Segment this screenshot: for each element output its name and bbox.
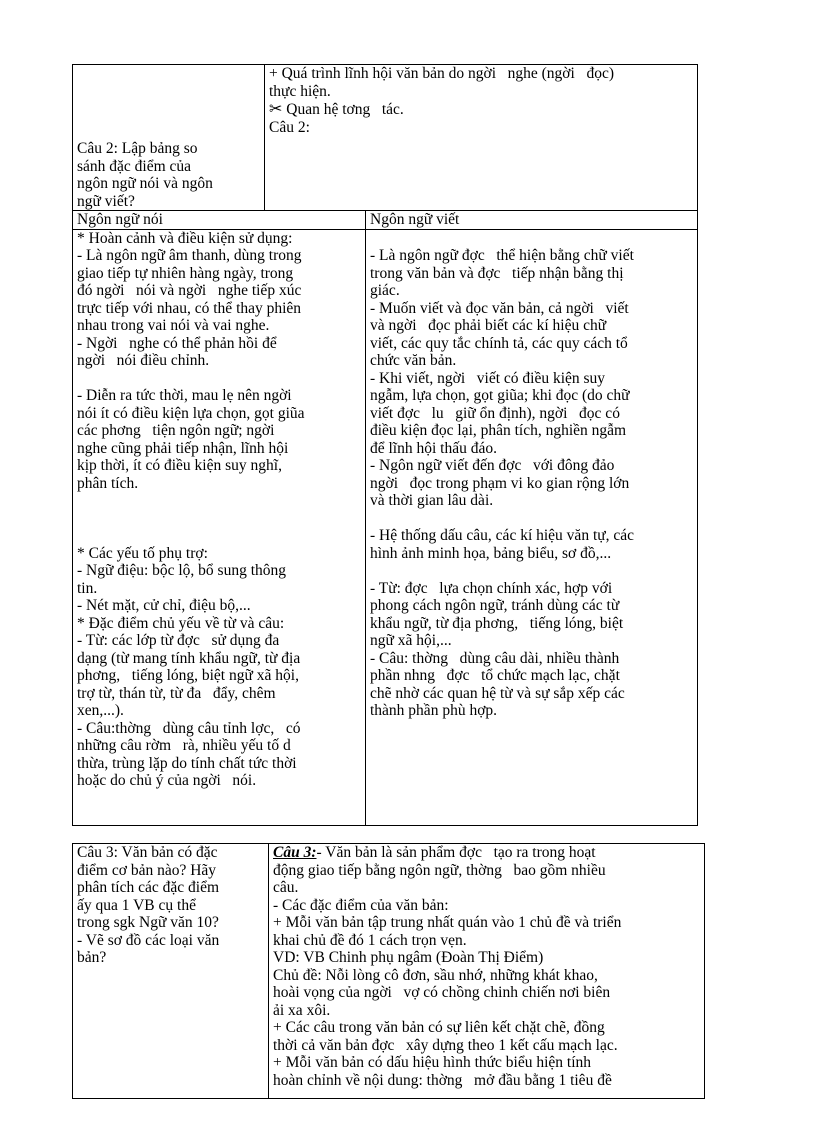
question-3-line: ấy qua 1 VB cụ thể — [77, 896, 196, 914]
spoken-language-line: phơng, tiếng lóng, biệt ngữ xã hội, — [77, 667, 299, 684]
answer-3-line: ải xa xôi. — [273, 1001, 331, 1019]
answer-3-line: + Mỗi văn bản có dấu hiệu hình thức biểu hiện tính — [273, 1054, 592, 1071]
spoken-language-line: tin. — [77, 579, 98, 597]
written-language-line — [370, 230, 693, 248]
spoken-language-header: Ngôn ngữ nói — [73, 211, 366, 230]
spoken-language-line — [77, 527, 361, 545]
written-language-column — [366, 229, 698, 825]
spoken-language-line: * Hoàn cảnh và điều kiện sử dụng: — [77, 229, 293, 247]
question-3-line: điểm cơ bản nào? Hãy — [77, 861, 217, 879]
written-language-line: khẩu ngữ, từ địa phơng, tiếng lóng, biệt — [370, 614, 624, 632]
answer-2-cell — [265, 65, 698, 211]
question-2-label-line: ngữ viết? — [77, 192, 135, 210]
spoken-language-line: trực tiếp với nhau, có thể thay phiên — [77, 299, 302, 317]
question-2-label-line: ngôn ngữ nói và ngôn — [77, 175, 213, 192]
spoken-language-text — [77, 230, 361, 790]
written-language-line: trong văn bản và đợc tiếp nhận bằng thị — [370, 264, 624, 282]
spoken-language-line: - Câu:thờng dùng câu tỉnh lợc, có — [77, 719, 301, 737]
spoken-language-line: - Là ngôn ngữ âm thanh, dùng trong — [77, 247, 302, 264]
column-header-row — [73, 211, 698, 230]
answer-3-first-text: - Văn bản là sản phẩm đợc tạo ra trong hoạt — [316, 844, 596, 861]
written-language-header: Ngôn ngữ viết — [366, 211, 698, 230]
answer-3-first-line — [273, 844, 700, 862]
written-language-line: chức văn bản. — [370, 352, 457, 369]
written-language-line: - Là ngôn ngữ đợc thể hiện bằng chữ viết — [370, 247, 634, 264]
question-3-cell — [73, 844, 269, 1099]
written-language-line: thành phần phù hợp. — [370, 702, 498, 719]
spoken-language-line: nghe cũng phải tiếp nhận, lĩnh hội — [77, 439, 289, 457]
spoken-language-line: các phơng tiện ngôn ngữ; ngời — [77, 422, 275, 439]
written-language-line: - Ngôn ngữ viết đến đợc với đông đảo — [370, 457, 615, 474]
question-3-line: - Vẽ sơ đồ các loại văn — [77, 931, 220, 949]
question-3-row — [73, 844, 705, 1099]
written-language-line: và ngời đọc phải biết các kí hiệu chữ — [370, 317, 607, 334]
answer-3-line: khai chủ đề đó 1 cách trọn vẹn. — [273, 931, 467, 949]
spoken-language-column — [73, 229, 366, 825]
question-3-line: Câu 3: Văn bản có đặc — [77, 844, 218, 861]
answer-3-line: + Mỗi văn bản tập trung nhất quán vào 1 chủ đề và triển — [273, 914, 622, 931]
spoken-language-line: ngời nói điều chỉnh. — [77, 352, 210, 369]
written-language-line: - Khi viết, ngời viết có điều kiện suy — [370, 369, 606, 387]
spoken-language-line — [77, 510, 361, 528]
comparison-body-row — [73, 229, 698, 825]
spoken-language-line: xen,...). — [77, 702, 124, 719]
answer-3-line: - Các đặc điểm của văn bản: — [273, 896, 449, 914]
answer-3-line: hoàn chỉnh về nội dung: thờng mở đầu bằng 1 tiêu đề — [273, 1071, 612, 1089]
interaction-line — [269, 100, 693, 119]
spoken-language-line: - Nét mặt, cử chỉ, điệu bộ,... — [77, 597, 251, 614]
spoken-language-line: giao tiếp tự nhiên hàng ngày, trong — [77, 264, 294, 282]
question-3-line: phân tích các đặc điểm — [77, 879, 220, 896]
written-language-line: - Từ: đợc lựa chọn chính xác, hợp với — [370, 579, 613, 597]
scissors-icon: ✂ — [269, 99, 283, 118]
written-language-line — [370, 510, 693, 528]
spoken-language-line: những câu rờm rà, nhiều yếu tố d — [77, 737, 291, 754]
question-2-label — [77, 140, 260, 210]
written-language-line: hình ảnh minh họa, bảng biểu, sơ đồ,... — [370, 544, 612, 562]
answer-3-line: hoài vọng của ngời vợ có chồng chinh chiến nơi biên — [273, 984, 611, 1001]
spoken-language-line: thừa, trùng lặp do tính chất tức thời — [77, 754, 297, 772]
spoken-language-line: đó ngời nói và ngời nghe tiếp xúc — [77, 282, 302, 299]
written-language-line: giác. — [370, 282, 400, 299]
spoken-language-line: - Ngữ điệu: bộc lộ, bổ sung thông — [77, 562, 287, 579]
question-2-row — [73, 65, 698, 211]
answer-3-line: câu. — [273, 879, 299, 896]
spoken-language-line: - Diễn ra tức thời, mau lẹ nên ngời — [77, 387, 292, 404]
written-language-line: ngữ xã hội,... — [370, 632, 452, 649]
written-language-line: - Câu: thờng dùng câu dài, nhiều thành — [370, 649, 620, 667]
written-language-line — [370, 562, 693, 580]
spoken-language-line — [77, 370, 361, 388]
written-language-line: phần nhng đợc tổ chức mạch lạc, chặt — [370, 667, 620, 684]
answer-3-cell — [269, 844, 705, 1099]
written-language-text — [370, 230, 693, 720]
answer-3-line: động giao tiếp bằng ngôn ngữ, thờng bao gồm nhiều — [273, 861, 606, 879]
spoken-language-line: * Đặc điểm chủ yếu về từ và câu: — [77, 614, 285, 632]
answer-3-text — [273, 862, 700, 1090]
spoken-language-line: - Từ: các lớp từ đợc sử dụng đa — [77, 632, 280, 649]
spoken-language-line: trợ từ, thán từ, từ đa đẩy, chêm — [77, 684, 276, 702]
written-language-line: để lĩnh hội thấu đáo. — [370, 439, 497, 457]
written-language-line: phong cách ngôn ngữ, tránh dùng các từ — [370, 597, 620, 614]
spoken-language-line: nói ít có điều kiện lựa chọn, gọt giũa — [77, 404, 305, 422]
comparison-table — [72, 64, 698, 826]
written-language-line: ngời đọc trong phạm vi ko gian rộng lớn — [370, 474, 630, 492]
question-3-text — [77, 844, 264, 967]
spoken-language-line: kịp thời, ít có điều kiện suy nghĩ, — [77, 457, 282, 474]
written-language-line: chẽ nhờ các quan hệ từ và sự sắp xếp các — [370, 684, 625, 702]
answer-3-line: + Các câu trong văn bản có sự liên kết chặt chẽ, đồng — [273, 1019, 605, 1036]
question-3-line: trong sgk Ngữ văn 10? — [77, 914, 219, 931]
spoken-language-line: * Các yếu tố phụ trợ: — [77, 544, 208, 562]
written-language-line: ngẫm, lựa chọn, gọt giũa; khi đọc (do chữ — [370, 387, 630, 404]
question-3-line: bản? — [77, 949, 107, 966]
question-2-label-line: sánh đặc điểm của — [77, 157, 192, 175]
spoken-language-line: - Ngời nghe có thể phản hồi để — [77, 334, 277, 352]
spoken-language-line — [77, 492, 361, 510]
written-language-line: - Muốn viết và đọc văn bản, cả ngời viết — [370, 299, 629, 317]
spoken-language-line: hoặc do chủ ý của ngời nói. — [77, 772, 257, 789]
answer-3-label: Câu 3: — [273, 844, 317, 861]
reception-process-line: + Quá trình lĩnh hội văn bản do ngời nghe (ngời đọc) — [269, 65, 614, 82]
interaction-text: Quan hệ tơng tác. — [282, 101, 404, 118]
written-language-line: - Hệ thống dấu câu, các kí hiệu văn tự, các — [370, 527, 635, 544]
question-2-label-line: Câu 2: Lập bảng so — [77, 140, 198, 157]
spoken-language-line: dạng (từ mang tính khẩu ngữ, từ địa — [77, 649, 301, 667]
written-language-line: điều kiện đọc lại, phân tích, nghiền ngẫm — [370, 422, 627, 439]
written-language-line: viết, các quy tắc chính tả, các quy cách tổ — [370, 334, 628, 352]
question-2-cell — [73, 65, 265, 211]
answer-3-line: thời cả văn bản đợc xây dựng theo 1 kết cấu mạch lạc. — [273, 1036, 618, 1054]
spoken-language-line: phân tích. — [77, 474, 139, 492]
answer-3-line: VD: VB Chinh phụ ngâm (Đoàn Thị Điểm) — [273, 949, 544, 966]
question-3-table — [72, 843, 705, 1099]
written-language-line: viết đợc lu giữ ổn định), ngời đọc có — [370, 404, 620, 422]
written-language-line: và thời gian lâu dài. — [370, 492, 494, 509]
answer-2-heading: Câu 2: — [269, 118, 310, 136]
reception-process-line-2: thực hiện. — [269, 82, 331, 100]
spoken-language-line: nhau trong vai nói và vai nghe. — [77, 317, 270, 334]
answer-3-line: Chủ đề: Nỗi lòng cô đơn, sầu nhớ, những khát khao, — [273, 966, 598, 984]
